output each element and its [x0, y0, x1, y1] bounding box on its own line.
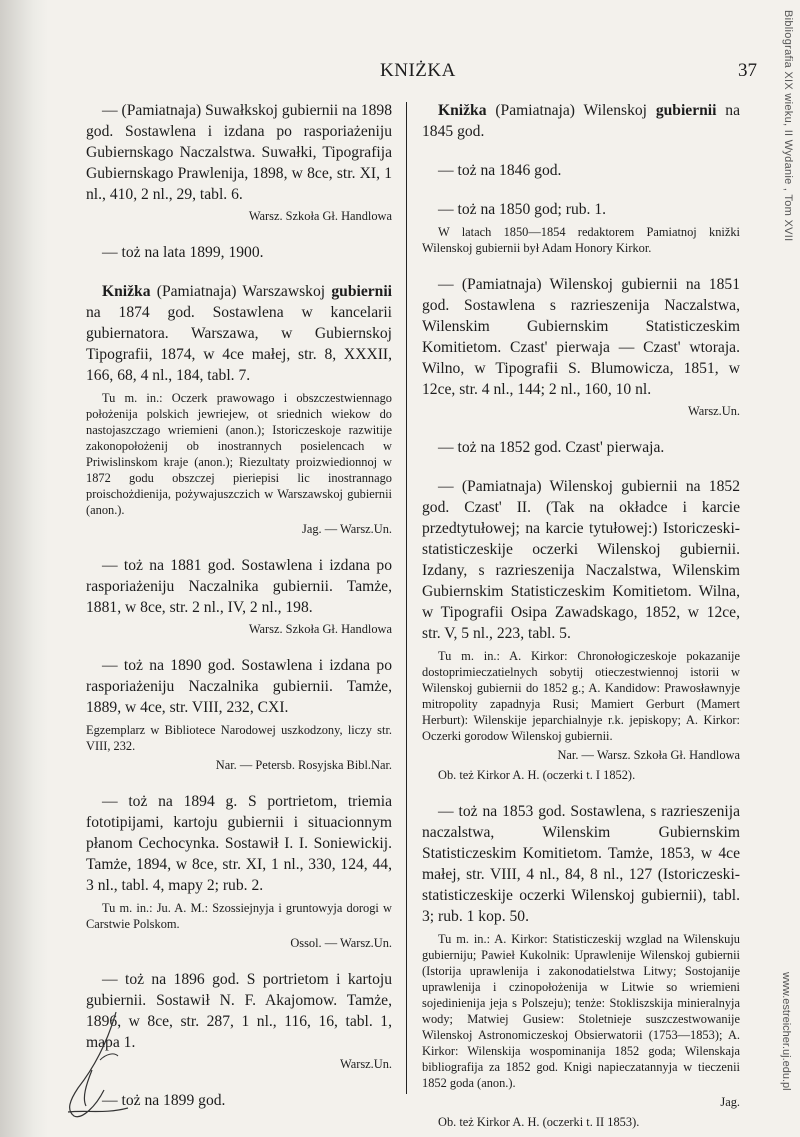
entry-text: — toż na 1852 god. Czast' pierwaja.: [438, 439, 665, 456]
library-location: Warsz. Szkoła Gł. Handlowa: [248, 209, 392, 223]
entry-text: [86, 281, 392, 386]
left-column: [86, 100, 392, 1129]
right-column: [422, 100, 740, 1137]
editor-note: W latach 1850—1854 redaktorem Pamiatnoj knižki Wilenskoj gubiernii był Adam Honory Kirkor.: [422, 225, 740, 255]
edition-label: Bibliografia XIX wieku, II Wydanie , Tom XVII: [782, 10, 794, 242]
entry-1846: [422, 160, 740, 181]
library-location: Warsz. Szkoła Gł. Handlowa: [248, 622, 392, 636]
entry-1851: [422, 274, 740, 419]
entry-1850: [422, 199, 740, 256]
entry-text: — toż na 1850 god; rub. 1.: [438, 201, 607, 218]
entry-text: — toż na 1890 god. Sostawlena i izdana po rasporiażeniju Naczalnika gubiernii. Tamże, 1889, w 4ce, str. VIII, 232, CXI.: [86, 657, 392, 716]
entry-text-part: (Pamiatnaja) Wilenskoj: [486, 102, 656, 119]
see-also: Ob. też Kirkor A. H. (oczerki t. I 1852).: [438, 768, 636, 782]
column-divider: [406, 102, 407, 1094]
entry-suwalki-1898: [86, 100, 392, 224]
entry-text: — toż na 1881 god. Sostawlena i izdana po rasporiażeniju Naczalnika gubiernii. Tamże, 1881, w 8ce, str. 2 nl., IV, 2 nl., 198.: [86, 557, 392, 616]
entry-text: — (Pamiatnaja) Wilenskoj gubiernii na 1852 god. Czast' II. (Tak na okładce i karcie przedtytułowej; na karcie tytułowej:) Istoriczeski-statisticzeskije oczerki Wilenskoj gubiernii. Izdany, s razrieszenija Naczalstwa, Wilenskim Gubiernskim Statisticzeskim Komitietom. Wilna, w Tipografii Osipa Zawadskago, 1852, w 12ce, str. V, 5 nl., 223, tabl. 5.: [422, 478, 740, 642]
library-location: Jag.: [720, 1095, 740, 1109]
copy-note: Egzemplarz w Bibliotece Narodowej uszkodzony, liczy str. VIII, 232.: [86, 723, 392, 753]
library-location: Warsz.Un.: [340, 1057, 392, 1071]
entry-1890: [86, 655, 392, 773]
headword-keyword: gubiernii: [331, 283, 392, 300]
entry-text: — toż na lata 1899, 1900.: [102, 244, 264, 261]
entry-1852-part1: [422, 437, 740, 458]
page-number: 37: [738, 60, 757, 81]
entry-text: [422, 100, 740, 142]
entry-text-part: (Pamiatnaja) Warszawskoj: [150, 283, 332, 300]
library-location: Nar. — Warsz. Szkoła Gł. Handlowa: [557, 748, 740, 762]
entry-1852-part2: [422, 476, 740, 783]
entry-text: — toż na 1899 god.: [102, 1092, 226, 1109]
entry-1881: [86, 555, 392, 637]
library-location: Ossol. — Warsz.Un.: [290, 936, 392, 950]
entry-1853: [422, 801, 740, 1130]
entry-text-part: na 1845 god.: [422, 102, 740, 140]
entry-text: — (Pamiatnaja) Suwałkskoj gubiernii na 1898 god. Sostawlena i izdana po rasporiażeniju Gubiernskago Naczalstwa. Suwałki, Tipografija Gubiernskago Prawlenija, 1898, w 8ce, str. XI, 1 nl., 410, 2 nl., 29, tabl. 6.: [86, 102, 392, 203]
entry-wilno-1845: [422, 100, 740, 142]
website-url: www.estreicher.uj.edu.pl: [780, 972, 792, 1091]
contents-note: Tu m. in.: Ju. A. M.: Szossiejnyja i gruntowyja dorogi w Carstwie Polskom.: [86, 901, 392, 931]
contents-note: Tu m. in.: A. Kirkor: Chronołogiczeskoje pokazanije dostoprimieczatielnych sobytij otieczestwiennoj istorii w Wilenskoj gubiernii do 1852 g.; A. Kandidow: Prawosławnyje mitropolity zapadnyja Rusi; Mamiert Gerburt (Mamert Herburt): Wilenskije jeparchialnyje r.k. jepiskopy; A. Kirkor: Oczerki gorodow Wilenskoj gubiernii.: [422, 649, 740, 743]
library-location: Nar. — Petersb. Rosyjska Bibl.Nar.: [215, 758, 392, 772]
entry-text: — toż na 1846 god.: [438, 162, 562, 179]
contents-note: Tu m. in.: Oczerk prawowago i obszczestwiennago położenija polskich jewriejew, ot sriednich wiekow do nastojaszczago wriemieni (anon.); Istoriczeskoje razwitije zakonopołożenij ob inostrannych posielencach w Priwislinskom kraje (anon.); Riezultaty proizwiedionnoj w 1872 godu obszczej pieriepisi lic inostrannago proischożdienija, pożywajuszczich w Warszawskoj gubiernii (anon.).: [86, 391, 392, 517]
entry-text: — (Pamiatnaja) Wilenskoj gubiernii na 1851 god. Sostawlena s razrieszenija Naczalstwa, Wilenskim Gubiernskim Statisticzeskim Komitietom. Czast' pierwaja — Czast' wtoraja. Wilno, w Tipografii S. Blumowicza, 1851, w 12ce, str. 4 nl., 144; 2 nl., 160, 10 nl.: [422, 276, 740, 398]
headword-keyword: gubiernii: [655, 102, 717, 119]
library-location: Jag. — Warsz.Un.: [302, 522, 392, 536]
handwritten-signature-icon: [56, 1010, 146, 1120]
entry-warszawa-1874: [86, 281, 392, 537]
entry-1894: [86, 791, 392, 951]
headword: Knižka: [438, 102, 487, 119]
running-header: KNIŻKA: [380, 60, 456, 81]
entry-text: — toż na 1896 god. S portrietom i kartoju gubiernii. Sostawił N. F. Akajomow. Tamże, 1896, w 8ce, str. 287, 1 nl., 116, 16, tabl. 1, mapa 1.: [86, 971, 392, 1051]
see-also: Ob. też Kirkor A. H. (oczerki t. II 1853).: [438, 1115, 640, 1129]
headword: Knižka: [102, 283, 151, 300]
entry-text: — toż na 1853 god. Sostawlena, s razrieszenija naczalstwa, Wilenskim Gubiernskim Statisticzeskim Komitietom. Tamże, 1853, w 4ce małej, str. VIII, 4 nl., 84, 8 nl., 127 (Istoriczeski-statisticzeskije oczerki Wilenskoj gubiernii), tabl. 3; rub. 1 kop. 50.: [422, 803, 740, 925]
entry-1899-1900: [86, 242, 392, 263]
contents-note: Tu m. in.: A. Kirkor: Statisticzeskij wzglad na Wilenskuju gubierniju; Pawieł Kukolnik: Uprawlenije Wilenskoj gubiernii (Istorija uprawlenija i zakonodatielstwa Litwy; Sostojanije uprawlenija i czinopołożenija w Litwie so wriemieni sojedinienija jeja s Polszeju); tenże: Stokliszskija minieralnyja wody; Matwiej Gusiew: Stoletnieje suszczestwowanije Wilenskoj Astronomiczeskoj Obsierwatorii (1753—1853); A. Kirkor: Wilenskija wospominanija 1852 goda; Wilenskaja bibliografija za 1852 god. Knigi napieczatannyja w tieczenii 1852 goda (anon.).: [422, 932, 740, 1090]
entry-text-part: na 1874 god. Sostawlena w kancelarii gubiernatora. Warszawa, w Gubiernskoj Tipografii, 1874, w 4ce małej, str. 8, XXXII, 166, 68, 4 nl., 184, tabl. 7.: [86, 304, 392, 384]
entry-text: — toż na 1894 g. S portrietom, triemia fototipijami, kartoju gubiernii i situacionnym płanom Cechocynka. Sostawił I. I. Soniewickij. Tamże, 1894, w 8ce, str. XI, 1 nl., 330, 124, 44, 3 nl., tabl. 4, mapy 2; rub. 2.: [86, 793, 392, 894]
library-location: Warsz.Un.: [688, 404, 740, 418]
